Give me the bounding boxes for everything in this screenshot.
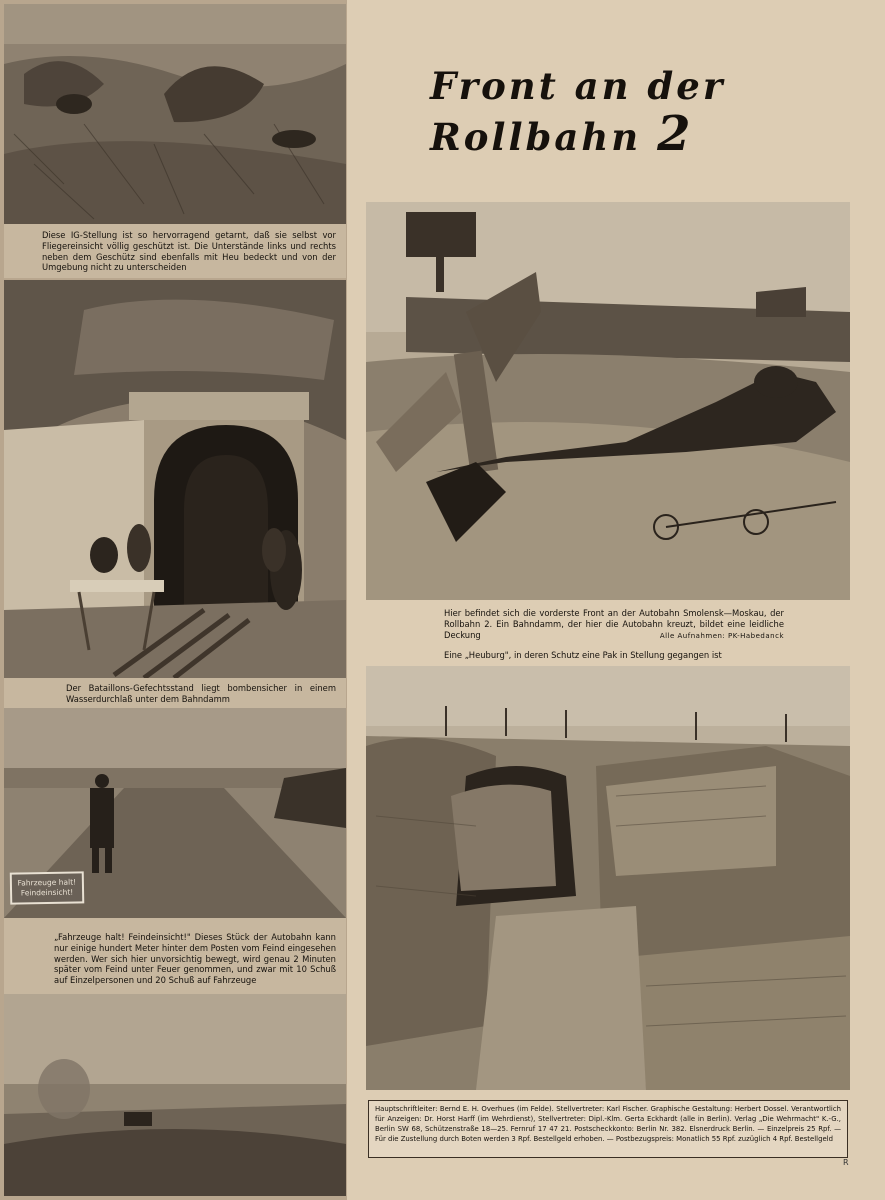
photo-shell-impact xyxy=(4,994,346,1196)
road-sign-text: Fahrzeuge halt! Feindeinsicht! xyxy=(17,877,77,898)
title-line-2 xyxy=(430,106,790,162)
photo-command-post-culvert xyxy=(4,280,346,678)
title-line-1: Front an der xyxy=(430,64,726,108)
imprint-box xyxy=(368,1100,848,1158)
title-word-rollbahn: Rollbahn xyxy=(430,115,642,159)
imprint-text: Hauptschriftleiter: Bernd E. H. Overhues (im Felde). Stellvertreter: Karl Fischer. Graphische Gestaltung: Herbert Dossel. Verantwortlich für Anzeigen: Dr. Horst Harff (im Wehrdienst), Stellvertreter: Dipl.-Klm. Gerta Eckhardt (alle in Berlin). Verlag „Die Wehrmacht" K.-G., Berlin SW 68, Schützenstraße 18—25. Fernruf 17 47 21. Postscheckkonto: Berlin Nr. 382. Elsnerdruck Berlin. — Einzelpreis 25 Rpf. — Für die Zustellung durch Boten werden 3 Rpf. Bestellgeld erhoben. — Postbezugspreis: Monatlich 55 Rpf. zuzüglich 4 Rpf. Bestellgeld xyxy=(375,1105,841,1143)
title-number: 2 xyxy=(657,106,691,162)
photo-front-line-soldier xyxy=(366,202,850,600)
caption-band-vehicles xyxy=(4,918,346,994)
road-sign xyxy=(10,871,85,904)
caption-front-line-block xyxy=(444,608,784,641)
article-title xyxy=(430,62,790,161)
photo-camouflaged-gun-position xyxy=(4,4,346,224)
photo-hay-fortress xyxy=(366,666,850,1090)
caption-front-line: Hier befindet sich die vorderste Front an der Autobahn Smolensk—Moskau, der Rollbahn 2. Ein Bahndamm, der hier die Autobahn kreuzt, bildet eine leidliche Deckung xyxy=(444,608,784,640)
page-mark: R xyxy=(843,1158,849,1167)
caption-heuburg-block xyxy=(444,650,784,661)
caption-camouflage: Diese IG-Stellung ist so hervorragend getarnt, daß sie selbst vor Fliegereinsicht völlig geschützt ist. Die Unterstände links und rechts neben dem Geschütz sind ebenfalls mit Heu bedeckt und von der Umgebung nicht zu unterscheiden xyxy=(42,230,336,273)
photo-credit: Alle Aufnahmen: PK-Habedanck xyxy=(659,631,784,640)
caption-command-post: Der Bataillons-Gefechtsstand liegt bombensicher in einem Wasserdurchlaß unter dem Bahndamm xyxy=(66,683,336,704)
caption-heuburg: Eine „Heuburg", in deren Schutz eine Pak in Stellung gegangen ist xyxy=(444,650,722,660)
caption-vehicles: „Fahrzeuge halt! Feindeinsicht!" Dieses Stück der Autobahn kann nur einige hundert Meter hinter dem Posten vom Feind eingesehen werden. Wer sich hier unvorsichtig bewegt, wird genau 2 Minuten später vom Feind unter Feuer genommen, und zwar mit 10 Schuß auf Einzelpersonen und 20 Schuß auf Fahrzeuge xyxy=(54,932,336,986)
caption-band-camouflage xyxy=(4,224,346,278)
caption-band-command-post xyxy=(4,678,346,708)
